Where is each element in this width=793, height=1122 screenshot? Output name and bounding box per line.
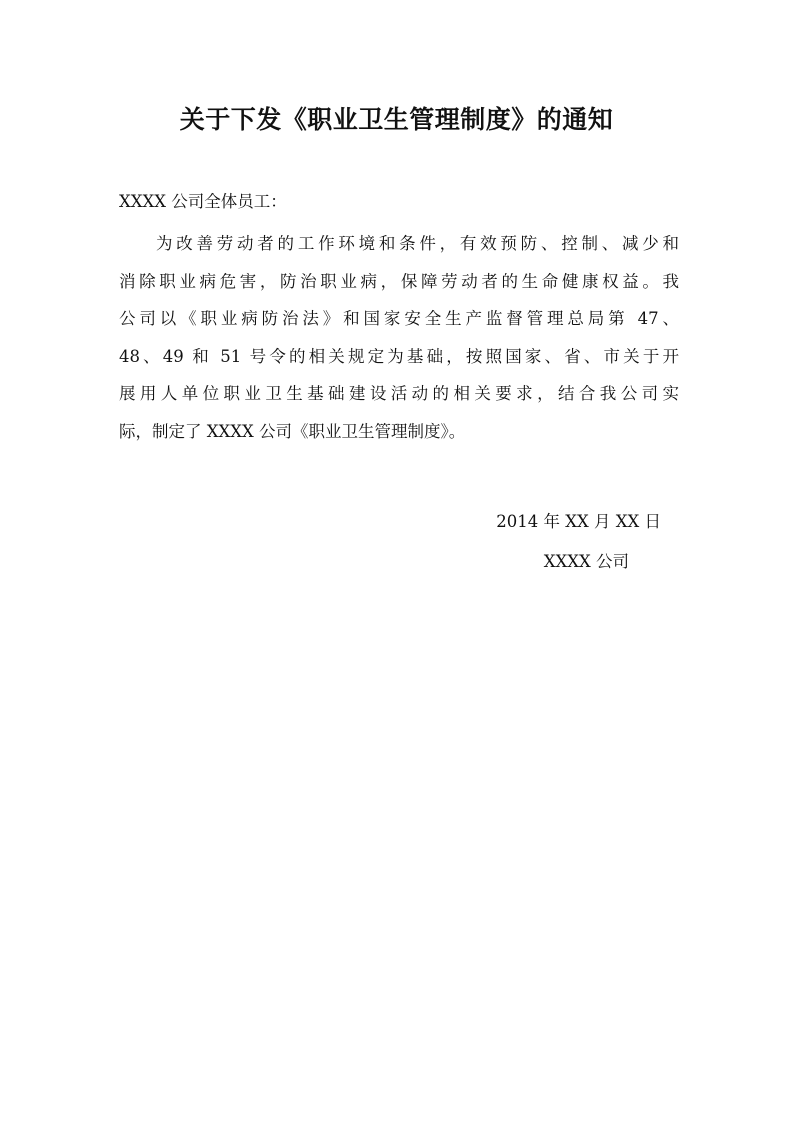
salutation: XXXX 公司全体员工： (119, 192, 287, 211)
body-line: 消除职业病危害，防治职业病，保障劳动者的生命健康权益。我 (119, 271, 679, 291)
signature-company: XXXX 公司 (543, 552, 629, 571)
body-line: 48、49 和 51 号令的相关规定为基础，按照国家、省、市关于开 (119, 346, 679, 366)
body-line: 为改善劳动者的工作环境和条件，有效预防、控制、减少和 (156, 234, 679, 253)
signature-date: 2014 年 XX 月 XX 日 (496, 512, 661, 531)
document-title: 关于下发《职业卫生管理制度》的通知 (179, 105, 614, 134)
body-line: 际，制定了 XXXX 公司《职业卫生管理制度》。 (119, 421, 466, 441)
body-paragraph (119, 225, 679, 450)
body-line: 展用人单位职业卫生基础建设活动的相关要求，结合我公司实 (119, 384, 679, 403)
body-line: 公司以《职业病防治法》和国家安全生产监督管理总局第 47、 (119, 309, 679, 328)
